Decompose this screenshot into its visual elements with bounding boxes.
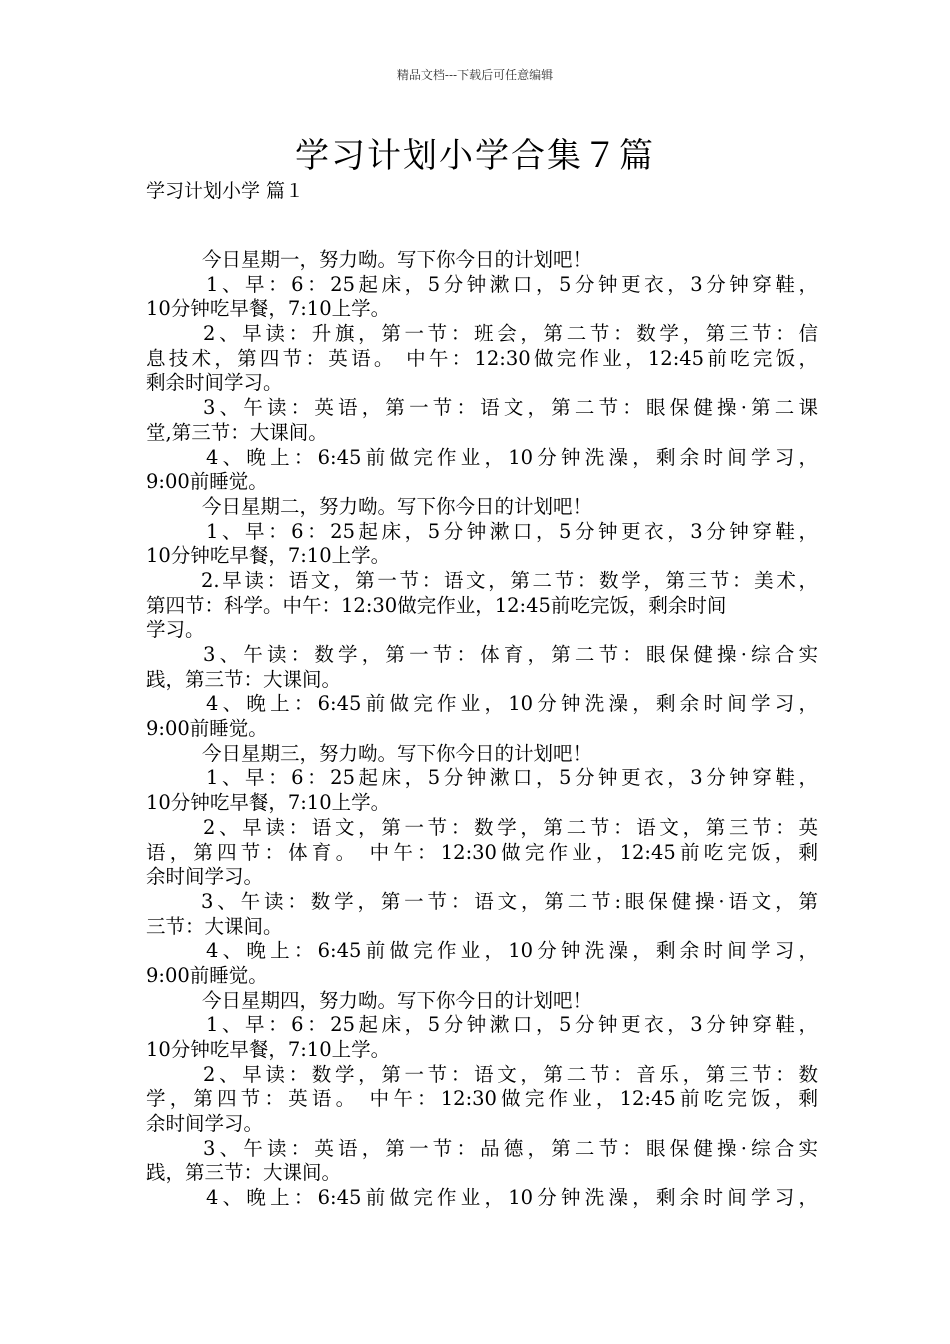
document-title: 学习计划小学合集７篇: [295, 136, 655, 176]
day-heading-line: 今日星期一，努力呦。写下你今日的计划吧！: [202, 248, 593, 271]
body-text-line: 4、晚上：6:45前做完作业，10分钟洗澡，剩余时间学习，: [206, 1186, 818, 1210]
body-text-line: 9:00前睡觉。: [146, 963, 268, 987]
body-text-line: 3、午读：数学，第一节：体育，第二节：眼保健操·综合实: [203, 643, 818, 666]
body-text-line: 4、晚上：6:45前做完作业，10分钟洗澡，剩余时间学习，: [206, 445, 818, 469]
document-body: [146, 248, 818, 1211]
body-text-line: 语，第四节：体育。 中午：12:30做完作业，12:45前吃完饭，剩: [146, 840, 818, 864]
body-text-line: 践，第三节：大课间。: [146, 667, 342, 691]
body-text-line: 2、早读：语文，第一节：数学，第二节：语文，第三节：英: [203, 815, 818, 839]
body-text-line: 10分钟吃早餐，7:10上学。: [146, 791, 391, 815]
day-heading-line: 今日星期三，努力呦。写下你今日的计划吧！: [202, 741, 593, 765]
body-text-line: 践，第三节：大课间。: [146, 1161, 342, 1185]
body-text-line: 学习。: [146, 618, 205, 642]
body-text-line: 剩余时间学习。: [146, 371, 283, 395]
body-text-line: 3、午读：数学，第一节：语文，第二节:眼保健操·语文，第: [201, 889, 818, 913]
header-note: 精品文档---下载后可任意编辑: [396, 68, 554, 82]
body-text-line: 学，第四节：英语。 中午：12:30做完作业，12:45前吃完饭，剩: [146, 1087, 818, 1111]
section-heading: 学习计划小学 篇１: [146, 180, 305, 202]
body-text-line: 3、午读：英语，第一节：品德，第二节：眼保健操·综合实: [203, 1136, 818, 1160]
body-text-line: 10分钟吃早餐，7:10上学。: [146, 1038, 391, 1061]
body-text-line: 9:00前睡觉。: [146, 717, 268, 741]
body-text-line: 息技术，第四节：英语。 中午：12:30做完作业，12:45前吃完饭，: [146, 346, 818, 370]
day-heading-line: 今日星期四，努力呦。写下你今日的计划吧！: [202, 988, 593, 1012]
body-text-line: 3、午读：英语，第一节：语文，第二节：眼保健操·第二课: [203, 396, 818, 420]
body-text-line: 9:00前睡觉。: [146, 470, 268, 494]
body-text-line: 第四节：科学。中午：12:30做完作业，12:45前吃完饭，剩余时间: [146, 593, 727, 617]
body-text-line: 堂,第三节：大课间。: [146, 420, 328, 444]
body-text-line: 1、早：6：25起床，5分钟漱口，5分钟更衣，3分钟穿鞋，: [206, 1013, 818, 1037]
body-text-line: 余时间学习。: [146, 865, 264, 889]
body-text-line: 4、晚上：6:45前做完作业，10分钟洗澡，剩余时间学习，: [206, 692, 818, 716]
body-text-line: 余时间学习。: [146, 1112, 264, 1136]
body-text-line: 1、早：6：25起床，5分钟漱口，5分钟更衣，3分钟穿鞋，: [206, 519, 818, 543]
body-text-line: 1、早：6：25起床，5分钟漱口，5分钟更衣，3分钟穿鞋，: [206, 766, 818, 790]
body-text-line: 10分钟吃早餐，7:10上学。: [146, 544, 391, 568]
body-text-line: 三节：大课间。: [146, 914, 283, 938]
body-text-line: 2、早读：数学，第一节：语文，第二节：音乐，第三节：数: [203, 1062, 818, 1086]
body-text-line: 4、晚上：6:45前做完作业，10分钟洗澡，剩余时间学习，: [206, 939, 818, 963]
body-text-line: 10分钟吃早餐，7:10上学。: [146, 297, 391, 321]
body-text-line: 1、早：6：25起床，5分钟漱口，5分钟更衣，3分钟穿鞋，: [206, 272, 818, 296]
day-heading-line: 今日星期二，努力呦。写下你今日的计划吧！: [202, 494, 593, 518]
body-text-line: 2.早读：语文，第一节：语文，第二节：数学，第三节：美术，: [201, 568, 818, 592]
body-text-line: 2、早读：升旗，第一节：班会，第二节：数学，第三节：信: [203, 322, 818, 346]
